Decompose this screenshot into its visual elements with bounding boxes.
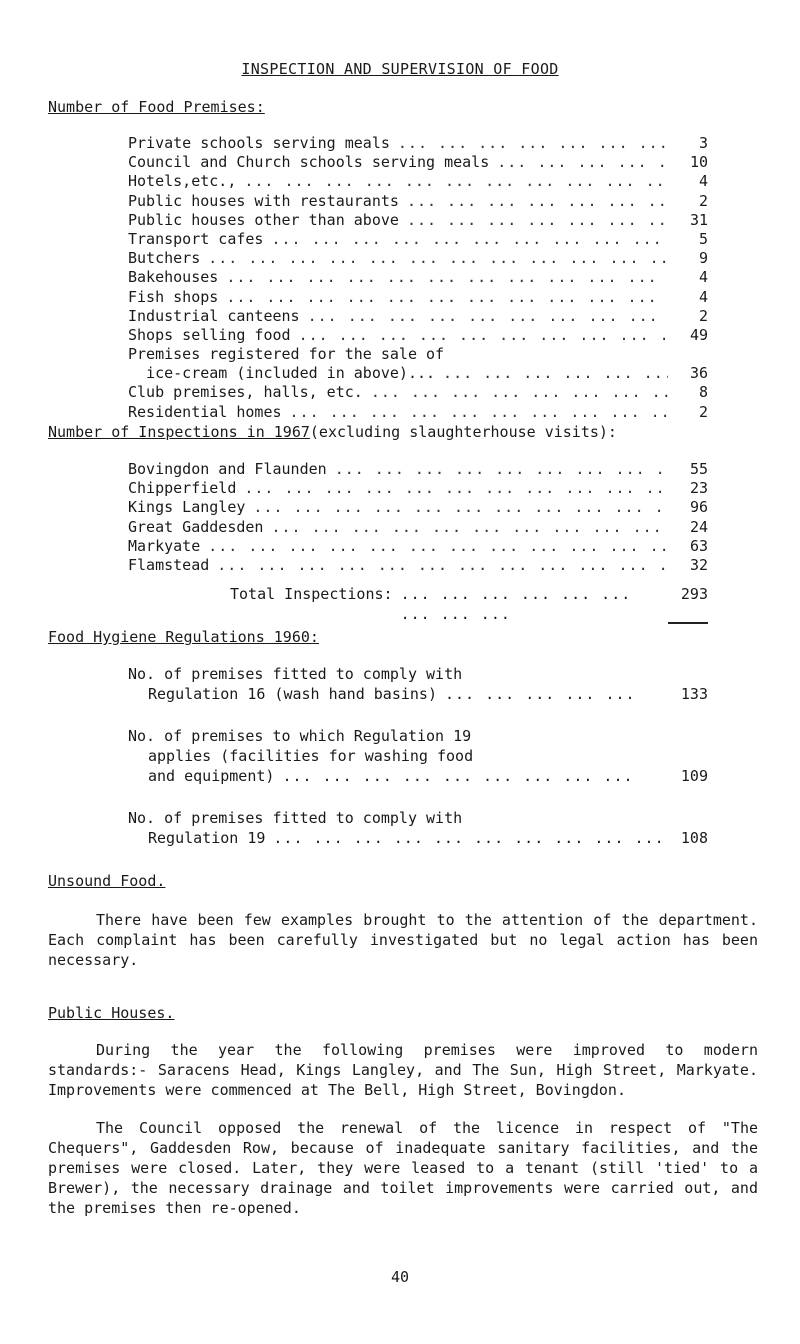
leader-dots (265, 828, 668, 848)
table-row (128, 288, 708, 307)
leader-dots (263, 230, 668, 249)
regulation-label: Regulation 19 (148, 829, 266, 847)
leader-dots (437, 684, 668, 704)
leader-dots (435, 364, 668, 383)
row-label: Public houses with restaurants (128, 191, 399, 210)
leader-dots (236, 479, 668, 498)
table-row (128, 479, 708, 498)
row-value: 2 (698, 402, 708, 421)
public-houses-heading: Public Houses. (48, 1004, 175, 1022)
row-label: Public houses other than above (128, 210, 399, 229)
row-label: Club premises, halls, etc. (128, 383, 363, 402)
row-value: 31 (689, 210, 708, 229)
regulation-value-line (128, 828, 708, 848)
row-value: 23 (689, 479, 708, 498)
regulations-heading: Food Hygiene Regulations 1960: (48, 628, 319, 646)
row-label: Private schools serving meals (128, 134, 390, 152)
regulation-value: 133 (680, 685, 708, 703)
regulation-value-line (128, 684, 708, 704)
row-value: 4 (698, 268, 708, 287)
row-label: Fish shops (128, 287, 219, 306)
leader-dots (390, 134, 668, 153)
table-row (128, 537, 708, 556)
row-value: 4 (698, 287, 708, 306)
row-value: 96 (689, 498, 708, 517)
table-row (128, 383, 708, 402)
regulation-value-line (128, 766, 708, 786)
table-row (128, 192, 708, 211)
leader-dots (399, 211, 668, 230)
row-label: Kings Langley (128, 498, 246, 517)
regulations-list (128, 664, 708, 870)
row-value: 55 (689, 460, 708, 478)
table-row (128, 230, 708, 249)
regulation-text: No. of premises fitted to comply with (128, 665, 463, 683)
total-value: 293 (668, 584, 708, 624)
inspections-heading: Number of Inspections in 1967(excluding slaughterhouse visits): (48, 423, 617, 441)
leader-dots (218, 288, 668, 307)
page-number: 40 (390, 1268, 410, 1286)
row-value: 32 (689, 555, 708, 574)
row-label: Bovingdon and Flaunden (128, 460, 327, 478)
row-value: 9 (698, 249, 708, 268)
regulation-value: 109 (680, 767, 708, 785)
row-value: 24 (689, 517, 708, 536)
row-label: Premises registered for the sale of (128, 345, 445, 364)
leader-dots (327, 460, 668, 479)
table-row (128, 518, 708, 537)
table-row (128, 498, 708, 517)
leader-dots: ... ... ... ... ... ... ... ... ... (400, 585, 632, 623)
public-houses-paragraph-1: During the year the following premises were improved to modern standards:- Saracens Head, Kings Langley, and The Sun, High Street, Markyate. Improvements were commenced at The Bell, High Street, Bovingdon. (48, 1041, 758, 1099)
row-label: Bakehouses (128, 268, 219, 287)
leader-dots (363, 383, 668, 402)
leader-dots (282, 403, 668, 422)
row-value: 49 (689, 325, 708, 344)
row-label: Industrial canteens (128, 306, 300, 325)
regulation-value: 108 (680, 829, 708, 847)
regulation-text: No. of premises to which Regulation 19 (128, 727, 472, 745)
leader-dots (245, 498, 668, 517)
row-value: 2 (698, 191, 708, 210)
row-label: Council and Church schools serving meals (128, 153, 490, 172)
regulation-item (128, 664, 708, 704)
row-label: Residential homes (128, 402, 282, 421)
leader-dots (209, 556, 668, 575)
leader-dots (200, 537, 668, 556)
row-label: Chipperfield (128, 479, 237, 498)
leader-dots (489, 153, 668, 172)
table-row (128, 556, 708, 575)
premises-heading: Number of Food Premises: (48, 98, 265, 116)
leader-dots (291, 326, 668, 345)
row-label: Hotels,etc., (128, 172, 237, 191)
table-row (128, 153, 708, 172)
table-row (128, 172, 708, 191)
leader-dots (200, 249, 668, 268)
leader-dots (218, 268, 668, 287)
leader-dots (300, 307, 668, 326)
row-label: Butchers (128, 249, 201, 268)
leader-dots (236, 172, 668, 191)
table-row (128, 364, 708, 383)
regulation-text: applies (facilities for washing food (148, 747, 474, 765)
row-value: 3 (698, 134, 708, 152)
regulation-label: Regulation 16 (wash hand basins) (148, 685, 437, 703)
row-label: Great Gaddesden (128, 517, 264, 536)
leader-dots (263, 518, 668, 537)
row-value: 63 (689, 536, 708, 555)
row-value: 4 (698, 172, 708, 191)
row-label: Shops selling food (128, 325, 291, 344)
regulation-item (128, 726, 708, 786)
page-title: INSPECTION AND SUPERVISION OF FOOD (241, 60, 559, 78)
table-row (128, 211, 708, 230)
unsound-food-text: There have been few examples brought to the attention of the department. Each complaint has been carefully investigated but no legal action has been necessary. (48, 911, 758, 969)
table-row (128, 326, 708, 345)
row-value: 36 (689, 364, 708, 383)
unsound-food-heading: Unsound Food. (48, 872, 166, 890)
row-value: 10 (689, 153, 708, 172)
row-label: Flamstead (128, 555, 210, 574)
premises-list (128, 134, 708, 422)
row-label: Transport cafes (128, 229, 264, 248)
public-houses-paragraph-2: The Council opposed the renewal of the licence in respect of "The Chequers", Gaddesden Row, because of inadequate sanitary facilities, and the premises were closed. Later, they were leased to a tenant (still 'tied' to a Brewer), the necessary drainage and toilet improvements were carried out, and the premises then re-opened. (48, 1119, 758, 1217)
table-row (128, 345, 708, 364)
table-row (128, 403, 708, 422)
total-inspections-row (230, 584, 708, 624)
regulation-text: No. of premises fitted to comply with (128, 809, 463, 827)
row-value: 8 (698, 383, 708, 402)
row-value (668, 345, 708, 364)
table-row (128, 307, 708, 326)
regulation-label: and equipment) (148, 767, 275, 785)
table-row (128, 268, 708, 287)
leader-dots (399, 192, 668, 211)
inspections-list (128, 460, 708, 575)
total-label: Total Inspections: (230, 585, 393, 603)
regulation-item (128, 808, 708, 848)
row-label: Markyate (128, 536, 201, 555)
row-value: 2 (698, 306, 708, 325)
table-row (128, 134, 708, 153)
table-row (128, 460, 708, 479)
table-row (128, 249, 708, 268)
row-value: 5 (698, 229, 708, 248)
leader-dots (274, 766, 668, 786)
row-label: ice-cream (included in above)... (128, 364, 436, 383)
